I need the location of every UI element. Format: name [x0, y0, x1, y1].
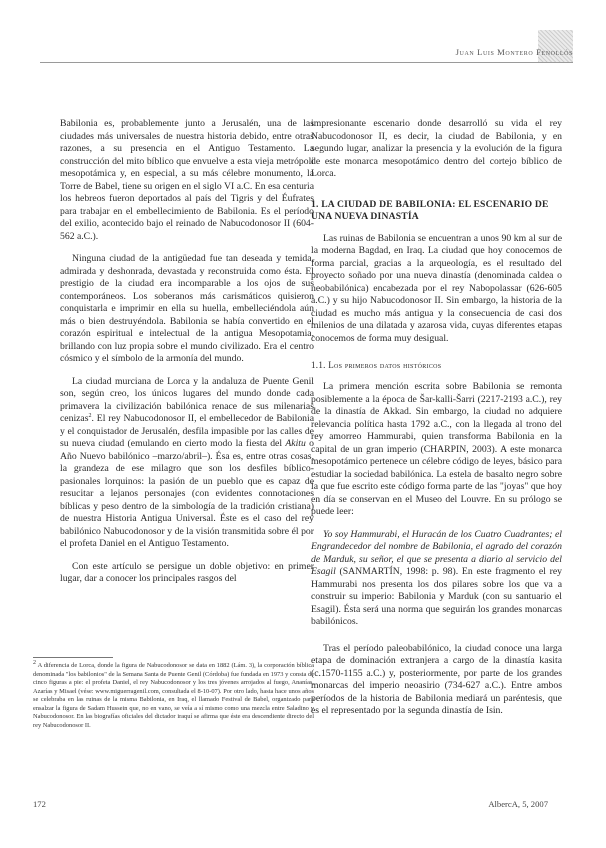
paragraph: La primera mención escrita sobre Babilonia se remonta posiblemente a la época de Šar-kalli-Šarri (2217-2193 a.C.), rey de la dinastía de Akkad. Sin embargo, la ciudad no adquiere relevancia política hasta 1792 a.C., con la llegada al trono del rey amorreo Hammurabi, quien transforma Babilonia en la capital de un gran imperio (CHARPIN, 2003). A este monarca mesopotámico pertenece un célebre código de leyes, básico para estudiar la sociedad babilónica. La estela de basalto negro sobre la que fue escrito este código forma parte de las "joyas" que hoy en día se conservan en el Museo del Louvre. En su prólogo se puede leer: — [311, 381, 562, 517]
paragraph: Babilonia es, probablemente junto a Jerusalén, una de las ciudades más universales de nuestra historia debido, entre otras razones, a su presencia en el Antiguo Testamento. La construcción del mito bíblico que envuelve a esta vieja metrópoli mesopotámica y, en especial, a su más célebre monumento, la Torre de Babel, tiene su origen en el siglo VI a.C. En esa centuria los hebreos fueron deportados al país del Tigris y del Éufrates para trabajar en el embellecimiento de Babilonia. Es el período del exilio, acontecido bajo el reinado de Nabucodonosor II (604-562 a.C.). — [60, 118, 314, 242]
italic-term: Akitu — [285, 438, 306, 449]
text-run: La ciudad murciana de Lorca y la andaluza de Puente Genil son, según creo, los únicos lugares del mundo donde cada primavera la civilización babilónica renace de sus milenarias cenizas — [60, 375, 314, 424]
paragraph — [311, 529, 562, 629]
page-number: 172 — [33, 799, 46, 809]
journal-citation: AlbercA, 5, 2007 — [488, 799, 548, 809]
quote: Yo soy Hammurabi, el Huracán de los Cuatro Cuadrantes; el Engrandecedor del nombre de Babilonia, el agrado del corazón de Marduk, su señor, el que se presenta a diario al servicio del Esagil — [311, 528, 562, 577]
paragraph — [60, 376, 314, 551]
text-run: (SANMARTÍN, 1998: p. 98). En este fragmento el rey Hammurabi nos presenta los dos pilares sobre los que va a construir su imperio: Babilonia y Marduk (con su santuario el Esagil). Ésta será una norma que seguirán los grandes monarcas babilónicos. — [311, 566, 562, 627]
section-heading: 1. LA CIUDAD DE BABILONIA: EL ESCENARIO DE UNA NUEVA DINASTÍA — [311, 198, 549, 222]
footnote-rule — [33, 657, 113, 658]
footnote-marker[interactable]: 2 — [88, 412, 92, 419]
paragraph: Con este artículo se persigue un doble objetivo: en primer lugar, dar a conocer los principales rasgos del — [60, 560, 314, 584]
paragraph: Las ruinas de Babilonia se encuentran a unos 90 km al sur de la moderna Bagdad, en Iraq. La ciudad que hoy conocemos de forma parcial, gracias a la arqueología, es el resultado del proyecto soñado por una nueva dinastía (denominada caldea o neobabilónica) encabezada por el rey Nabopolassar (626-605 a.C.) y su hijo Nabucodonosor II. Sin embargo, la historia de la ciudad es mucho más antigua y la consecuencia de casi dos milenios de una dilatada y azarosa vida, cuyas diferentes etapas conocemos de forma muy desigual. — [311, 232, 562, 344]
running-header: Juan Luis Montero Fenollós — [455, 47, 573, 57]
right-column — [311, 118, 562, 718]
footnote-text: A diferencia de Lorca, donde la figura de Nabucodonosor se data en 1882 (Lám. 3), la corporación bíblica denominada "los babilonios" de la Semana Santa de Puente Genil (Córdoba) fue fundada en 1973 y consta de cinco figuras a pie: el profeta Daniel, el rey Nabucodonosor y los tres jóvenes arrojados al fuego, Ananías, Azarías y Misael (vése: www.miguerragenil.com, consultada el 8-10-07). Por otro lado, hasta hace unos años se celebraba en las ruinas de la misma Babilonia, en Iraq, el llamado Festival de Babel, organizado para ensalzar la figura de Sadam Hussein que, no en vano, se veía a sí mismo como una mezcla entre Saladino y Nabucodonosor. En las biografías oficiales del dictador iraquí se afirma que éste era descendiente directo del rey Nabucodonosor II. — [33, 662, 314, 729]
header-rule — [40, 62, 573, 63]
header-decoration — [538, 30, 573, 62]
paragraph: Tras el período paleobabilónico, la ciudad conoce una larga etapa de dominación extranjera a cargo de la dinastía kasita (c.1570-1155 a.C.) y, posteriormente, por parte de los grandes monarcas del imperio neoasirio (734-627 a.C.). Entre ambos períodos de la historia de Babilonia mediará un paréntesis, que es el representado por la segunda dinastía de Isin. — [311, 642, 562, 716]
text-run: . El rey Nabucodonosor II, el embellecedor de Babilonia y el conquistador de Jerusalén, desfila impasible por las calles de su nueva ciudad (emulando en cierto modo la fiesta del — [60, 413, 314, 449]
footnote — [33, 659, 314, 730]
paragraph: impresionante escenario donde desarrolló su vida el rey Nabucodonosor II, es decir, la ciudad de Babilonia, y en segundo lugar, analizar la presencia y la evolución de la figura de este monarca mesopotámico dentro del cortejo bíblico de Lorca. — [311, 118, 562, 179]
subsection-heading: 1.1. Los primeros datos históricos — [311, 360, 442, 370]
footnote-number: 2 — [33, 659, 36, 666]
text-run: o Año Nuevo babilónico –marzo/abril–). Ésa es, entre otras cosas, la grandeza de ese milagro que son los desfiles bíblico-pasionales lorquinos: la pasión de un pueblo que es capaz de resucitar a lejanos personajes (con evidentes connotaciones bíblicas y peso dentro de la simbología de la tradición cristiana) de nuestra Historia Antigua Universal. Éste es el caso del rey babilónico Nabucodonosor y de la visión transmitida sobre él por el profeta Daniel en el Antiguo Testamento. — [60, 438, 315, 549]
left-column — [60, 118, 314, 586]
paragraph: Ninguna ciudad de la antigüedad fue tan deseada y temida, admirada y deshonrada, devastada y reconstruida como ésta. El prestigio de la ciudad era incomparable a los ojos de sus contemporáneos. Los soberanos más carismáticos quisieron conquistarla e imprimir en ella su huella, embelleciéndola aún más o bien destruyéndola. Babilonia se había convertido en el corazón espiritual e intelectual de la antigua Mesopotamia, brillando con luz propia sobre el mundo civilizado. Era el centro cósmico y el símbolo de la armonía del mundo. — [60, 253, 314, 364]
